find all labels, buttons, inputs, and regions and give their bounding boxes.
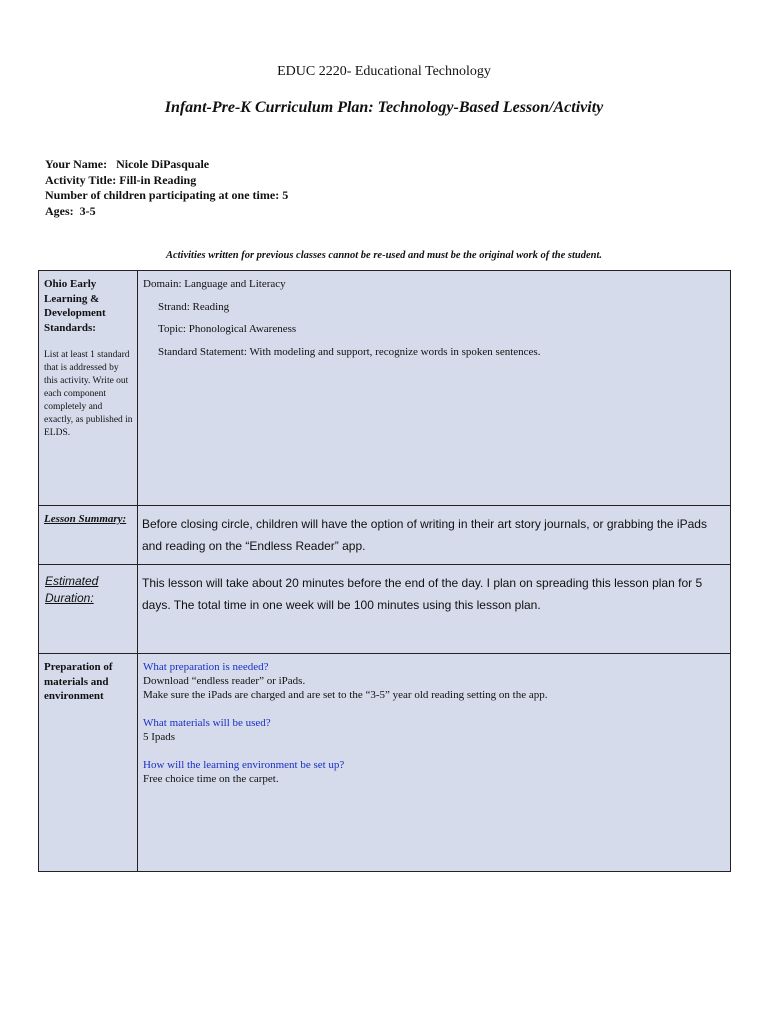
duration-label: Estimated Duration:: [45, 574, 99, 605]
standard-domain: Domain: Language and Literacy: [143, 278, 286, 290]
standards-row: [39, 271, 731, 506]
standard-strand: Strand: Reading: [158, 300, 230, 313]
preparation-label-cell: [39, 654, 138, 872]
preparation-row: [39, 654, 731, 872]
duration-label-cell: [39, 565, 138, 654]
activity-title: Activity Title: Fill-in Reading: [45, 172, 197, 187]
duration-content-cell: [138, 565, 731, 654]
course-title: EDUC 2220- Educational Technology: [277, 64, 491, 79]
plan-title: Infant-Pre-K Curriculum Plan: Technology-Based Lesson/Activity: [164, 99, 604, 116]
standard-statement: Standard Statement: With modeling and support, recognize words in spoken sentences.: [158, 345, 541, 358]
ages: Ages: 3-5: [45, 203, 96, 218]
standards-label: Ohio Early Learning & Development Standards:: [44, 278, 106, 334]
standards-instructions: List at least 1 standard that is addressed by this activity. Write out each component completely and exactly, as published in ELDS.: [44, 350, 133, 438]
environment-question: How will the learning environment be set up?: [143, 759, 345, 771]
preparation-content-cell: [138, 654, 731, 872]
children-count: Number of children participating at one time: 5: [45, 188, 289, 202]
lesson-plan-table: [38, 270, 731, 872]
standards-label-cell: [39, 271, 138, 506]
environment-answer: Free choice time on the carpet.: [143, 773, 279, 785]
materials-answer: 5 Ipads: [143, 731, 176, 743]
standards-content-cell: [138, 271, 731, 506]
duration-text: This lesson will take about 20 minutes before the end of the day. I plan on spreading this lesson plan for 5 days. The total time in one week will be 100 minutes using this lesson plan.: [142, 576, 703, 612]
standard-topic: Topic: Phonological Awareness: [158, 323, 297, 335]
student-info: [45, 157, 288, 219]
summary-label: Lesson Summary:: [44, 513, 127, 525]
preparation-label: Preparation of materials and environment: [44, 661, 113, 702]
summary-label-cell: [39, 506, 138, 565]
originality-note: Activities written for previous classes cannot be re-used and must be the original work of the student.: [165, 250, 603, 261]
student-name: Your Name: Nicole DiPasquale: [45, 157, 210, 171]
duration-row: [39, 565, 731, 654]
materials-question: What materials will be used?: [143, 717, 271, 729]
preparation-answer-1: Download “endless reader” or iPads.: [143, 675, 306, 687]
preparation-question: What preparation is needed?: [143, 661, 269, 673]
summary-row: [39, 506, 731, 565]
summary-text: Before closing circle, children will have the option of writing in their art story journals, or grabbing the iPads and reading on the “Endless Reader” app.: [142, 517, 707, 553]
preparation-answer-2: Make sure the iPads are charged and are set to the “3-5” year old reading setting on the app.: [143, 689, 548, 701]
summary-content-cell: [138, 506, 731, 565]
